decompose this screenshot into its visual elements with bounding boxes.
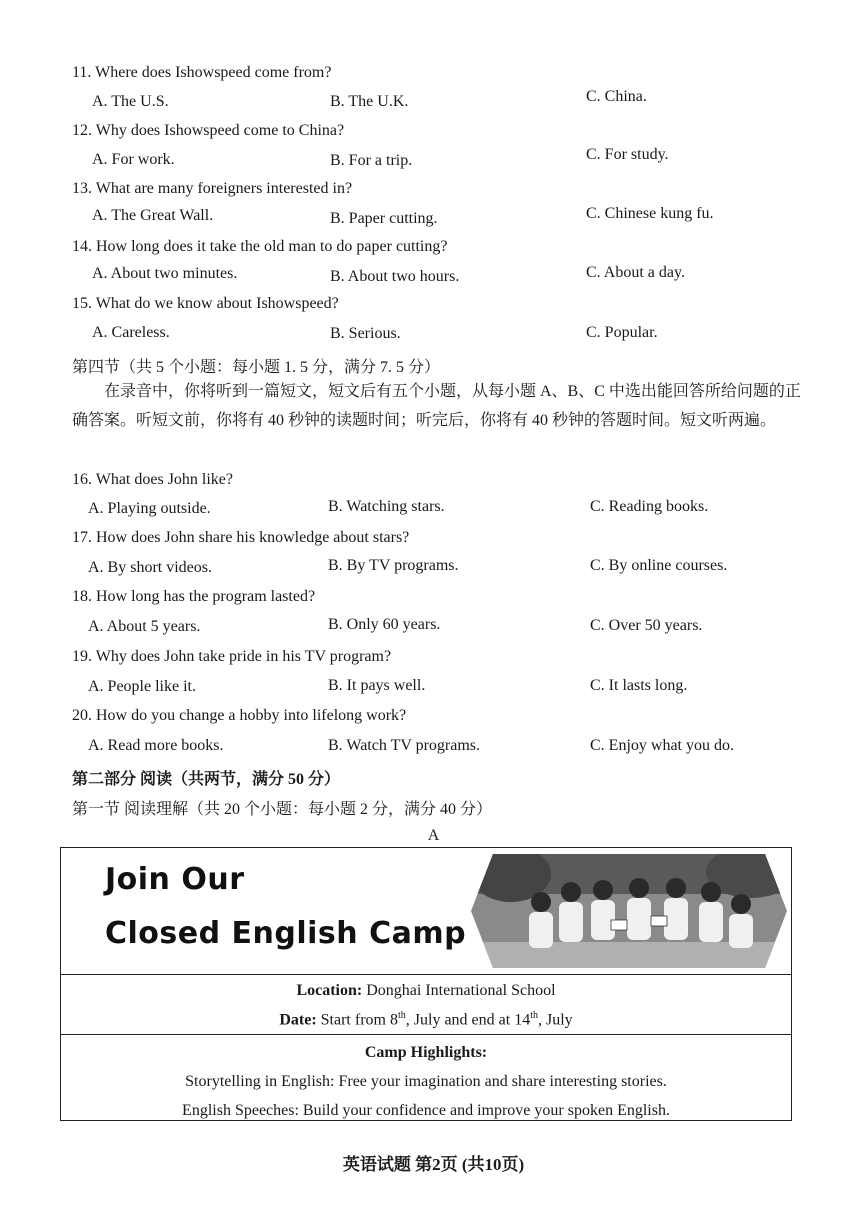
- question-text: 17. How does John share his knowledge about stars?: [72, 529, 410, 546]
- location-date-section: [61, 974, 791, 1035]
- option-a: A. About 5 years.: [88, 618, 201, 635]
- question-text: 16. What does John like?: [72, 471, 234, 488]
- option-b: B. Watching stars.: [328, 498, 445, 515]
- question-text: 18. How long has the program lasted?: [72, 588, 316, 605]
- question-text: 12. Why does Ishowspeed come to China?: [72, 122, 345, 139]
- option-a: A. For work.: [92, 151, 175, 168]
- option-a: A. The U.S.: [92, 93, 169, 110]
- option-b: B. By TV programs.: [328, 557, 459, 574]
- question-text: 19. Why does John take pride in his TV program?: [72, 648, 392, 665]
- section-heading: 第四节（共 5 个小题：每小题 1. 5 分，满分 7. 5 分）: [72, 359, 441, 376]
- poster-header: [61, 848, 791, 975]
- question-text: 11. Where does Ishowspeed come from?: [72, 64, 332, 81]
- option-b: B. It pays well.: [328, 677, 426, 694]
- date-mid: , July and end at 14: [405, 1011, 531, 1029]
- option-c: C. Popular.: [586, 324, 658, 341]
- part-heading: 第二部分 阅读（共两节，满分 50 分）: [72, 771, 341, 788]
- option-c: C. By online courses.: [590, 557, 728, 574]
- option-c: C. It lasts long.: [590, 677, 688, 694]
- question-text: 13. What are many foreigners interested in?: [72, 180, 353, 197]
- option-c: C. Enjoy what you do.: [590, 737, 734, 754]
- option-c: C. Over 50 years.: [590, 617, 703, 634]
- option-c: C. China.: [586, 88, 647, 105]
- poster-title-line2: Closed English Camp: [105, 916, 467, 951]
- option-b: B. Watch TV programs.: [328, 737, 481, 754]
- date-sup2: th: [530, 1010, 538, 1021]
- date-pre: Start from 8: [316, 1011, 398, 1029]
- passage-label: A: [427, 827, 440, 844]
- option-a: A. The Great Wall.: [92, 207, 214, 224]
- highlight-speeches: English Speeches: Build your confidence and improve your spoken English.: [182, 1102, 670, 1119]
- option-a: A. Read more books.: [88, 737, 224, 754]
- option-b: B. About two hours.: [330, 268, 460, 285]
- date-label: Date:: [279, 1011, 317, 1029]
- location-line: [61, 982, 791, 1000]
- highlights-title: Camp Highlights:: [364, 1044, 488, 1061]
- page-footer: 英语试题 第2页 (共10页): [342, 1155, 525, 1174]
- highlight-storytelling: Storytelling in English: Free your imagination and share interesting stories.: [185, 1073, 667, 1090]
- students-photo: [471, 854, 787, 968]
- camp-poster: [60, 847, 792, 1121]
- question-text: 14. How long does it take the old man to do paper cutting?: [72, 238, 448, 255]
- option-a: A. People like it.: [88, 678, 196, 695]
- option-a: A. About two minutes.: [92, 265, 238, 282]
- date-line: [61, 1010, 791, 1029]
- location-value: Donghai International School: [362, 982, 556, 999]
- option-b: B. The U.K.: [330, 93, 409, 110]
- option-a: A. By short videos.: [88, 559, 212, 576]
- option-c: C. Reading books.: [590, 498, 709, 515]
- poster-title-line1: Join Our: [105, 862, 245, 897]
- question-text: 20. How do you change a hobby into lifelong work?: [72, 707, 407, 724]
- date-sup1: th: [397, 1010, 406, 1021]
- option-b: B. Paper cutting.: [330, 210, 438, 227]
- section-instructions: 在录音中，你将听到一篇短文，短文后有五个小题，从每小题 A、B、C 中选出能回答所给问题的正确答案。听短文前，你将有 40 秒钟的读题时间；听完后，你将有 40 秒钟的答题时间。短文听两遍。: [72, 383, 801, 429]
- date-post: , July: [537, 1011, 573, 1029]
- option-b: B. Serious.: [330, 325, 401, 342]
- option-b: B. Only 60 years.: [328, 616, 441, 633]
- location-label: Location:: [296, 982, 363, 999]
- option-c: C. Chinese kung fu.: [586, 205, 714, 222]
- question-text: 15. What do we know about Ishowspeed?: [72, 295, 339, 312]
- option-a: A. Careless.: [92, 324, 170, 341]
- option-b: B. For a trip.: [330, 152, 413, 169]
- option-c: C. About a day.: [586, 264, 685, 281]
- section-heading-reading: 第一节 阅读理解（共 20 个小题：每小题 2 分，满分 40 分）: [72, 801, 493, 818]
- option-c: C. For study.: [586, 146, 669, 163]
- option-a: A. Playing outside.: [88, 500, 211, 517]
